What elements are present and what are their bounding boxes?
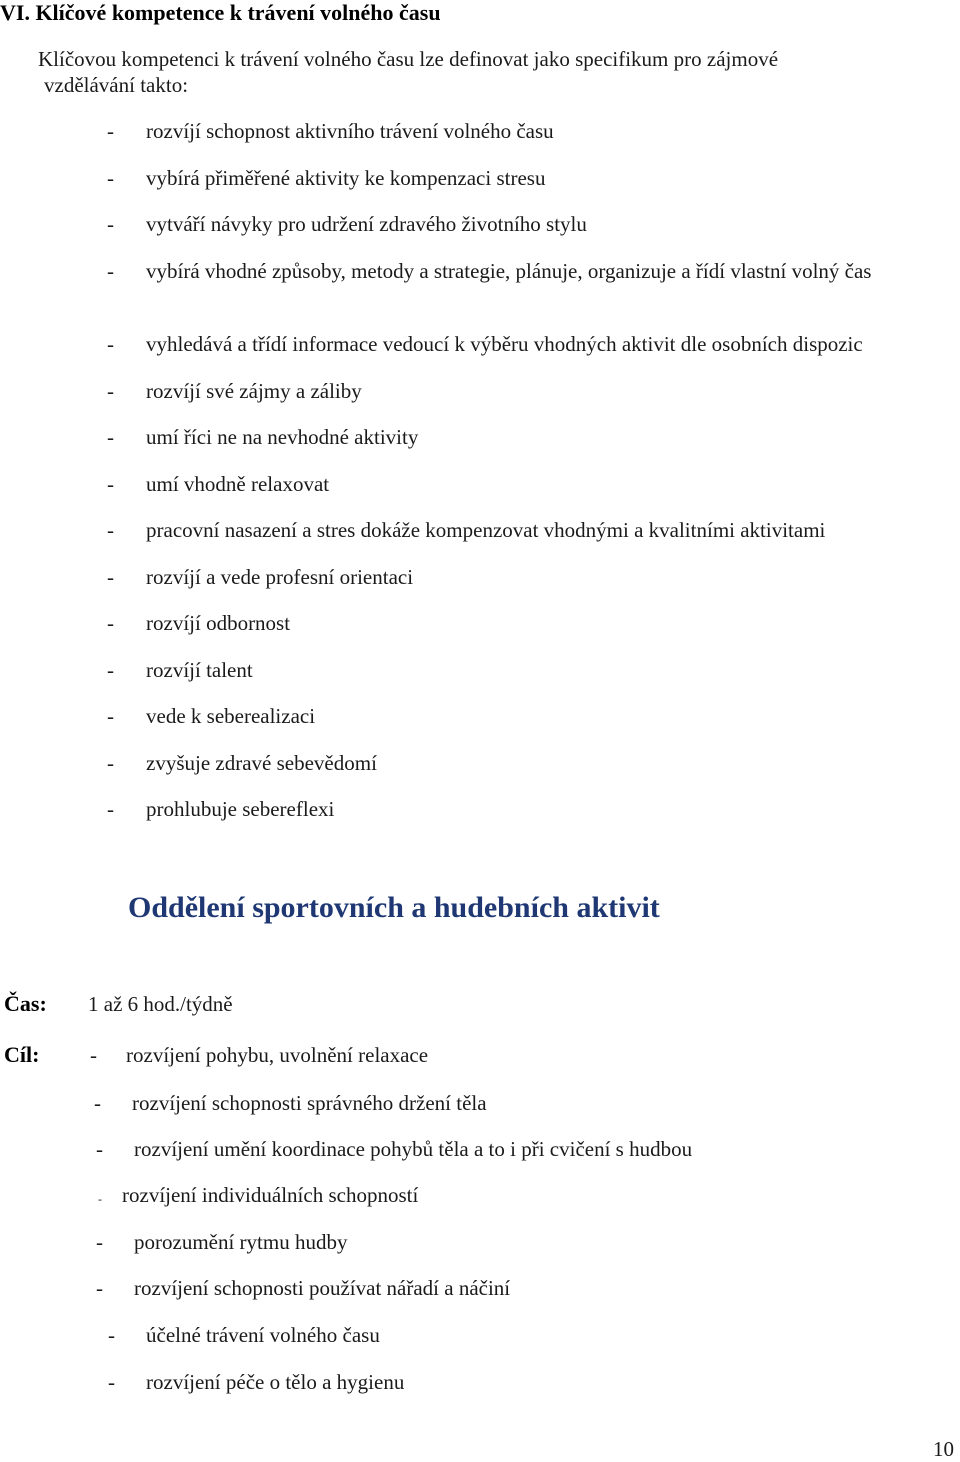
list-item-text: pracovní nasazení a stres dokáže kompenzovat vhodnými a kvalitními aktivitami (146, 518, 826, 542)
goal-text: rozvíjení schopnosti používat nářadí a náčiní (134, 1276, 511, 1300)
goal-text: rozvíjení péče o tělo a hygienu (146, 1370, 405, 1394)
time-value: 1 až 6 hod./týdně (88, 992, 233, 1016)
list-dash: - (107, 259, 114, 283)
list-dash: - (107, 658, 114, 682)
list-item-text: rozvíjí schopnost aktivního trávení volného času (146, 119, 554, 143)
list-item-text: vybírá vhodné způsoby, metody a strategie, plánuje, organizuje a řídí vlastní volný čas (146, 259, 872, 283)
department-title: Oddělení sportovních a hudebních aktivit (128, 891, 660, 924)
list-dash: - (96, 1276, 103, 1300)
list-item-text: vytváří návyky pro udržení zdravého životního stylu (146, 212, 587, 236)
intro-line-2: vzdělávání takto: (44, 73, 189, 97)
list-item-text: vyhledává a třídí informace vedoucí k výběru vhodných aktivit dle osobních dispozic (146, 332, 863, 356)
intro-line-1: Klíčovou kompetenci k trávení volného času lze definovat jako specifikum pro zájmové (38, 47, 779, 71)
list-dash: - (107, 332, 114, 356)
list-dash: - (107, 379, 114, 403)
list-item-text: rozvíjí odbornost (146, 611, 291, 635)
goal-text: porozumění rytmu hudby (134, 1230, 348, 1254)
list-item-text: vede k seberealizaci (146, 704, 316, 728)
list-dash: - (107, 565, 114, 589)
section-title: VI. Klíčové kompetence k trávení volného času (0, 0, 441, 25)
list-item-text: umí vhodně relaxovat (146, 472, 330, 496)
goal-text: rozvíjení pohybu, uvolnění relaxace (126, 1043, 429, 1067)
list-item-text: rozvíjí a vede profesní orientaci (146, 565, 414, 589)
list-item-text: rozvíjí talent (146, 658, 253, 682)
list-dash: - (107, 797, 114, 821)
list-item-text: zvyšuje zdravé sebevědomí (146, 751, 377, 775)
list-dash: - (107, 611, 114, 635)
time-label: Čas: (4, 991, 47, 1016)
list-dash: - (107, 212, 114, 236)
list-item-text: vybírá přiměřené aktivity ke kompenzaci stresu (146, 166, 546, 190)
list-dash: - (107, 472, 114, 496)
list-dash: - (107, 166, 114, 190)
goal-label: Cíl: (4, 1042, 40, 1067)
list-dash: - (107, 704, 114, 728)
intro-paragraph (38, 46, 938, 98)
list-dash: - (107, 751, 114, 775)
list-dash: - (108, 1323, 115, 1347)
list-dash: - (96, 1137, 103, 1161)
list-item-text: prohlubuje sebereflexi (146, 797, 335, 821)
goal-text: rozvíjení umění koordinace pohybů těla a to i při cvičení s hudbou (134, 1137, 693, 1161)
list-item-text: rozvíjí své zájmy a záliby (146, 379, 362, 403)
list-dash: - (90, 1043, 97, 1067)
goal-text: rozvíjení individuálních schopností (122, 1183, 419, 1207)
list-dash: - (107, 119, 114, 143)
goal-text: rozvíjení schopnosti správného držení těla (132, 1091, 487, 1115)
list-dash: - (108, 1370, 115, 1394)
list-dash: - (96, 1230, 103, 1254)
goal-text: účelné trávení volného času (146, 1323, 380, 1347)
list-item-text: umí říci ne na nevhodné aktivity (146, 425, 419, 449)
list-dash: - (94, 1091, 101, 1115)
list-dash: - (107, 518, 114, 542)
page-number: 10 (933, 1437, 954, 1461)
list-dash: - (107, 425, 114, 449)
list-dash: - (98, 1192, 102, 1206)
